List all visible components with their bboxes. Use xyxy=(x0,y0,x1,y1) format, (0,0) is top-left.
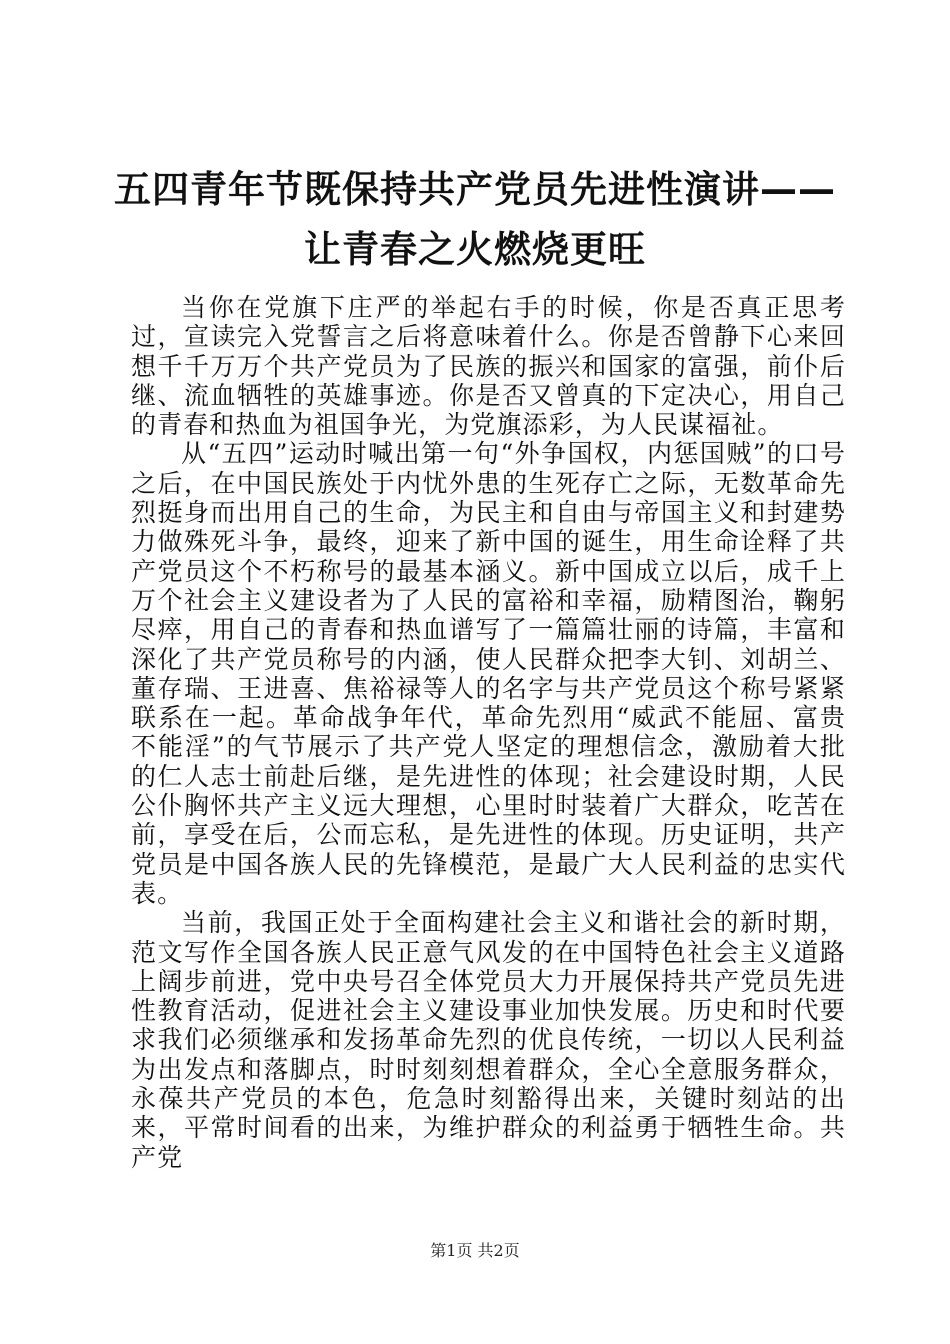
body-paragraph: 从“五四”运动时喊出第一句“外争国权，内惩国贼”的口号之后，在中国民族处于内忧外患的生死存亡之际，无数革命先烈挺身而出用自己的生命，为民主和自由与帝国主义和封建势力做殊死斗争，最终，迎来了新中国的诞生，用生命诠释了共产党员这个不朽称号的最基本涵义。新中国成立以后，成千上万个社会主义建设者为了人民的富裕和幸福，励精图治，鞠躬尽瘁，用自己的青春和热血谱写了一篇篇壮丽的诗篇，丰富和深化了共产党员称号的内涵，使人民群众把李大钊、刘胡兰、董存瑞、王进喜、焦裕禄等人的名字与共产党员这个称号紧紧联系在一起。革命战争年代，革命先烈用“威武不能屈、富贵不能淫”的气节展示了共产党人坚定的理想信念，激励着大批的仁人志士前赴后继，是先进性的体现；社会建设时期，人民公仆胸怀共产主义远大理想，心里时时装着广大群众，吃苦在前，享受在后，公而忘私，是先进性的体现。历史证明，共产党员是中国各族人民的先锋模范，是最广大人民利益的忠实代表。 xyxy=(131,439,846,908)
document-body xyxy=(131,293,846,1172)
page-footer: 第1页 共2页 xyxy=(430,1241,520,1260)
body-paragraph: 当你在党旗下庄严的举起右手的时候，你是否真正思考过，宣读完入党誓言之后将意味着什么。你是否曾静下心来回想千千万万个共产党员为了民族的振兴和国家的富强，前仆后继、流血牺牲的英雄事迹。你是否又曾真的下定决心，用自己的青春和热血为祖国争光，为党旗添彩，为人民谋福祉。 xyxy=(131,293,846,440)
body-paragraph: 当前，我国正处于全面构建社会主义和谐社会的新时期，范文写作全国各族人民正意气风发的在中国特色社会主义道路上阔步前进，党中央号召全体党员大力开展保持共产党员先进性教育活动，促进社会主义建设事业加快发展。历史和时代要求我们必须继承和发扬革命先烈的优良传统，一切以人民利益为出发点和落脚点，时时刻刻想着群众，全心全意服务群众，永葆共产党员的本色，危急时刻豁得出来，关键时刻站的出来，平常时间看的出来，为维护群众的利益勇于牺牲生命。共产党 xyxy=(131,908,846,1172)
document-title: 五四青年节既保持共产党员先进性演讲——让青春之火燃烧更旺 xyxy=(114,168,836,271)
